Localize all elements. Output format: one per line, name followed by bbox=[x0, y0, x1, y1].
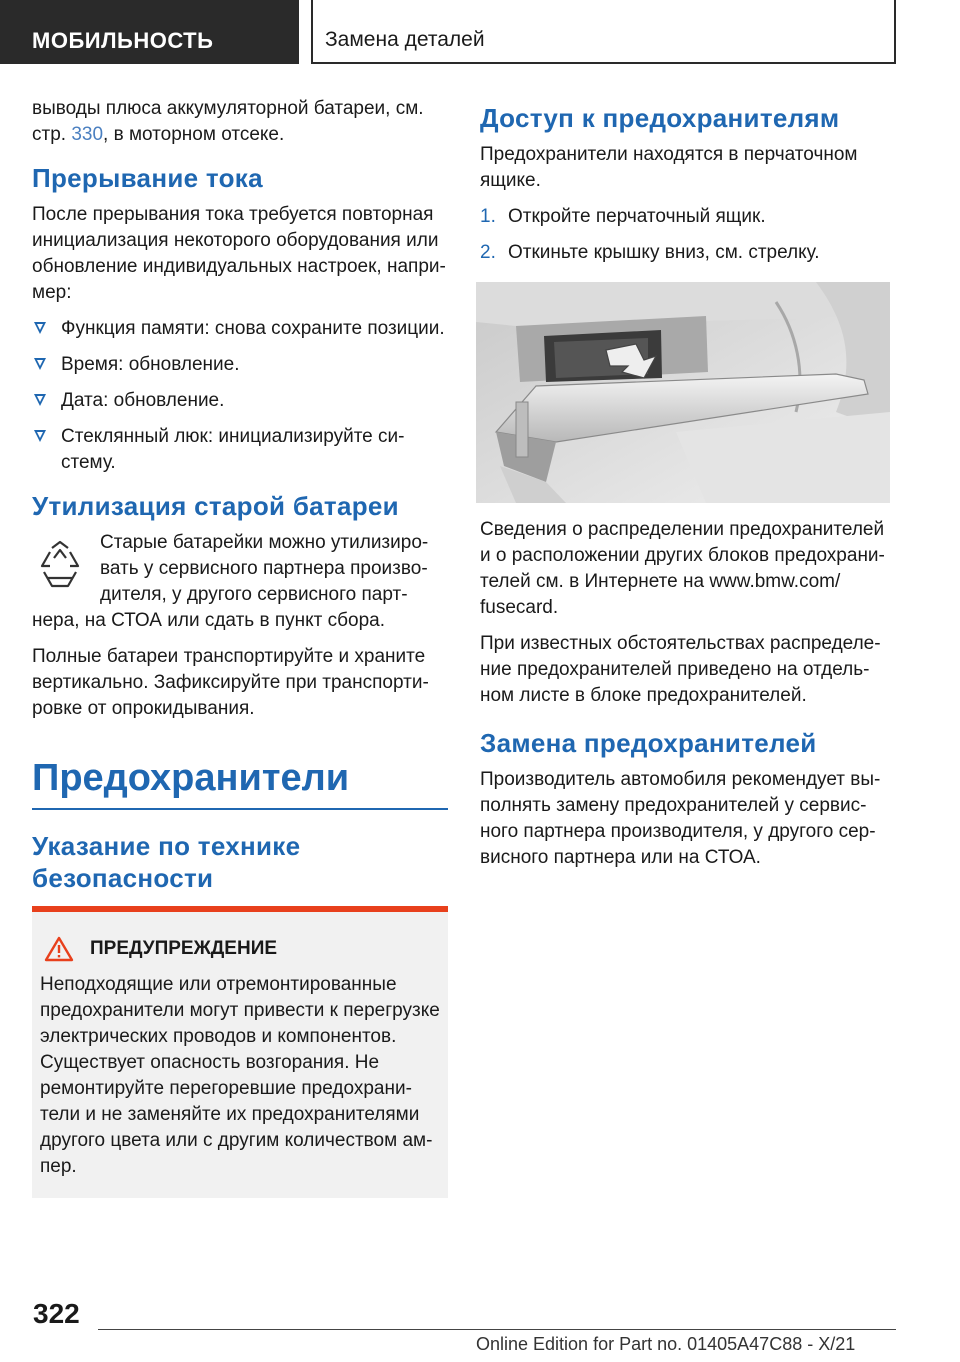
intro-paragraph: выводы плюса аккумуляторной батареи, см. стр. 330, в моторном отсеке. bbox=[32, 98, 424, 145]
disposal-heading: Утилизация старой батареи bbox=[32, 491, 399, 521]
warning-title-row bbox=[40, 936, 440, 962]
recycle-icon bbox=[32, 538, 88, 594]
triangle-bullet-icon bbox=[34, 394, 46, 406]
footer-edition: Online Edition for Part no. 01405A47C88 - X/21 bbox=[476, 1334, 856, 1354]
safety-heading: Указание по технике безопасности bbox=[32, 831, 301, 893]
header-chapter-label: Замена деталей bbox=[325, 28, 485, 51]
transport-paragraph: Полные батареи транспортируйте и храните вертикально. Зафиксируйте при транспортировке от опрокидывания. bbox=[32, 646, 429, 719]
interrupt-heading: Прерывание тока bbox=[32, 163, 263, 193]
info-paragraph: Сведения о распределении предохранителей и о расположении других блоков предохранителей см. в Интернете на www.bmw.com/ fusecard. bbox=[480, 519, 885, 618]
right-column bbox=[480, 96, 892, 881]
warning-box bbox=[32, 906, 448, 1198]
list-item: 1. Откройте перчаточный ящик. bbox=[480, 206, 766, 227]
list-item: Дата: обновление. bbox=[32, 388, 448, 414]
disposal-block bbox=[32, 530, 448, 634]
disposal-paragraph: Старые батарейки можно утилизировать у сервисного партнера производителя, у другого сервисного партнера, на СТОА или сдать в пункт сбора. bbox=[32, 532, 429, 631]
header-section-label: МОБИЛЬНОСТЬ bbox=[32, 28, 214, 53]
warning-triangle-icon bbox=[44, 936, 74, 962]
list-item: 2. Откиньте крышку вниз, см. стрелку. bbox=[480, 242, 820, 263]
fuses-heading: Предохранители bbox=[32, 756, 448, 810]
glovebox-illustration bbox=[476, 282, 890, 503]
access-paragraph: Предохранители находятся в перчаточном ящике. bbox=[480, 144, 858, 191]
special-paragraph: При известных обстоятельствах распределение предохранителей приведено на отдельном листе в блоке предохранителей. bbox=[480, 633, 881, 706]
header-section-tab bbox=[0, 0, 299, 64]
list-item: Функция памяти: снова сохраните позиции. bbox=[32, 316, 448, 342]
list-item: Время: обновление. bbox=[32, 352, 448, 378]
glovebox-drawing bbox=[476, 282, 890, 503]
interrupt-paragraph: После прерывания тока требуется повторная инициализация некоторого оборудования или обновление индивидуальных настроек, например: bbox=[32, 204, 446, 303]
footer-divider bbox=[98, 1329, 896, 1330]
triangle-bullet-icon bbox=[34, 322, 46, 334]
reset-list bbox=[32, 316, 448, 476]
triangle-bullet-icon bbox=[34, 430, 46, 442]
page-reference-link[interactable]: 330 bbox=[71, 124, 104, 145]
warning-text: Неподходящие или отремонтированные предохранители могут привести к перегрузке электрических проводов и компонентов. Существует опасность возгорания. Не ремонтируйте перегоревшие предохранители и не заменяйте их предохранителями другого цвета или с другим количеством ампер. bbox=[40, 974, 440, 1177]
access-heading: Доступ к предохранителям bbox=[480, 103, 840, 133]
header-chapter-tab bbox=[311, 0, 896, 64]
triangle-bullet-icon bbox=[34, 358, 46, 370]
warning-title: ПРЕДУПРЕЖДЕНИЕ bbox=[90, 938, 278, 959]
replace-paragraph: Производитель автомобиля рекомендует выполнять замену предохранителей у сервисного партнера производителя, у другого сервисного партнера или на СТОА. bbox=[480, 769, 881, 868]
steps-list bbox=[480, 204, 892, 266]
left-column bbox=[32, 96, 448, 1198]
replace-heading: Замена предохранителей bbox=[480, 728, 817, 758]
page-number: 322 bbox=[33, 1298, 80, 1329]
list-item: Стеклянный люк: инициализируйте систему. bbox=[32, 424, 448, 476]
